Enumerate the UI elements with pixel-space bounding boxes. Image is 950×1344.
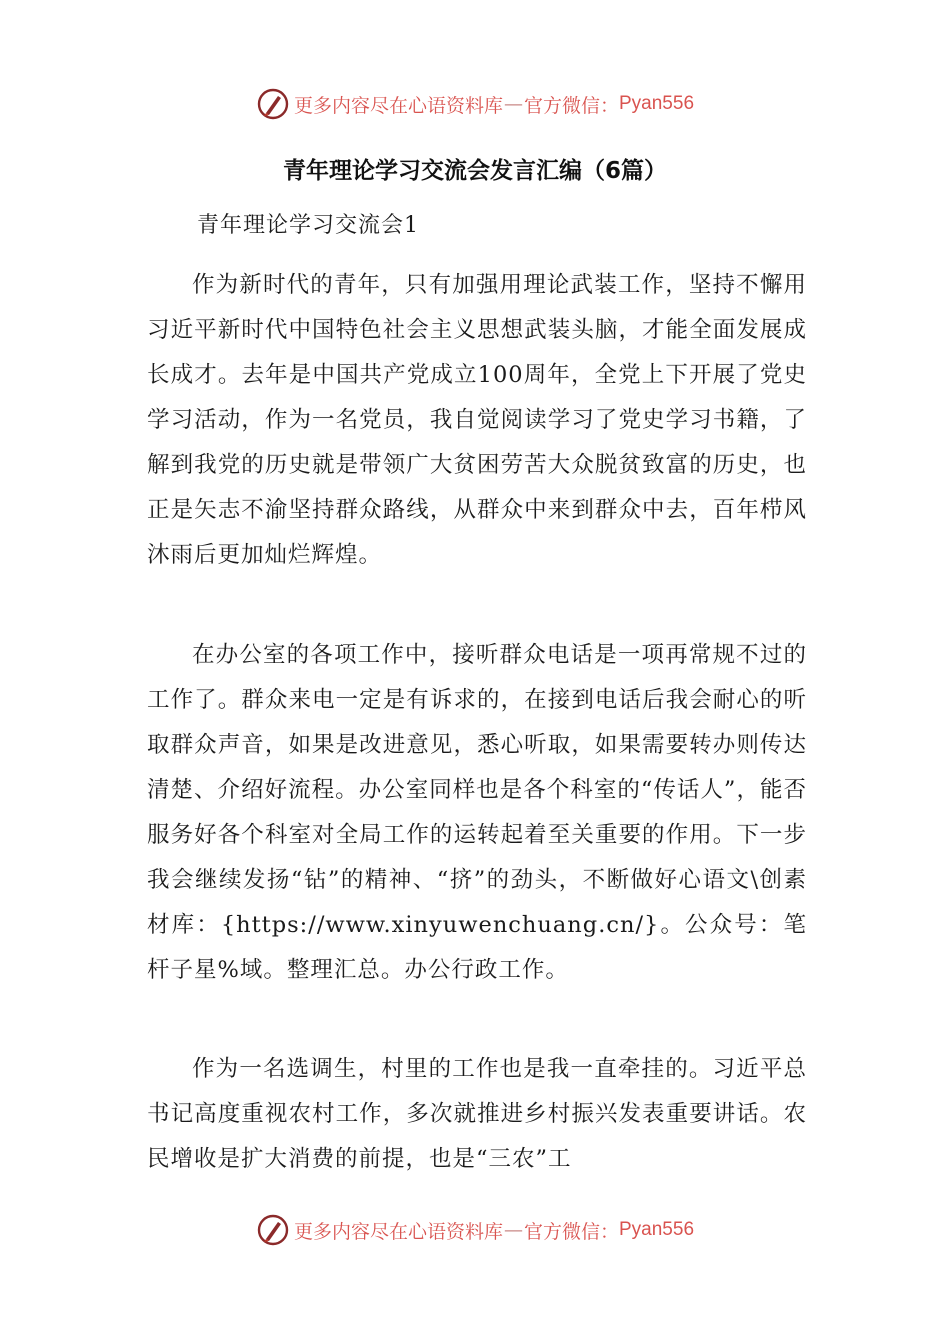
document-title: 青年理论学习交流会发言汇编（6篇） <box>282 158 667 184</box>
banner-official-label: 官方微信： <box>523 94 619 117</box>
paragraph: 作为一名选调生，村里的工作也是我一直牵挂的。习近平总书记高度重视农村工作，多次就推进乡村振兴发表重要讲话。农民增收是扩大消费的前提，也是“三农”工 <box>147 1056 807 1172</box>
banner-separator: — <box>503 93 523 115</box>
paragraph: 作为新时代的青年，只有加强用理论武装工作，坚持不懈用习近平新时代中国特色社会主义思想武装头脑，才能全面发展成长成才。去年是中国共产党成立100周年，全党上下开展了党史学习活动，作为一名党员，我自觉阅读学习了党史学习书籍，了解到我党的历史就是带领广大贫困劳苦大众脱贫致富的历史，也正是矢志不渝坚持群众路线，从群众中来到群众中去，百年栉风沐雨后更加灿烂辉煌。 <box>147 272 807 568</box>
banner-text: 更多内容尽在心语资料库 <box>293 1220 503 1243</box>
pen-logo-icon <box>256 1213 290 1247</box>
section-heading: 青年理论学习交流会1 <box>197 213 419 238</box>
paragraph: 在办公室的各项工作中，接听群众电话是一项再常规不过的工作了。群众来电一定是有诉求的，在接到电话后我会耐心的听取群众声音，如果是改进意见，悉心听取，如果需要转办则传达清楚、介绍好流程。办公室同样也是各个科室的“传话人”，能否服务好各个科室对全局工作的运转起着至关重要的作用。下一步我会继续发扬“钻”的精神、“挤”的劲头，不断做好心语文\创素材库：{https://www.xinyuwenchuang.cn/}。公众号：笔杆子星%域。整理汇总。办公行政工作。 <box>147 642 807 983</box>
banner-wechat-id: Pyan556 <box>619 93 695 114</box>
pen-logo-icon <box>256 87 290 121</box>
banner-official-label: 官方微信： <box>523 1220 619 1243</box>
banner-separator: — <box>503 1219 523 1241</box>
header-watermark-banner <box>0 84 950 124</box>
footer-watermark-banner <box>0 1210 950 1250</box>
banner-wechat-id: Pyan556 <box>619 1219 695 1240</box>
banner-text: 更多内容尽在心语资料库 <box>293 94 503 117</box>
